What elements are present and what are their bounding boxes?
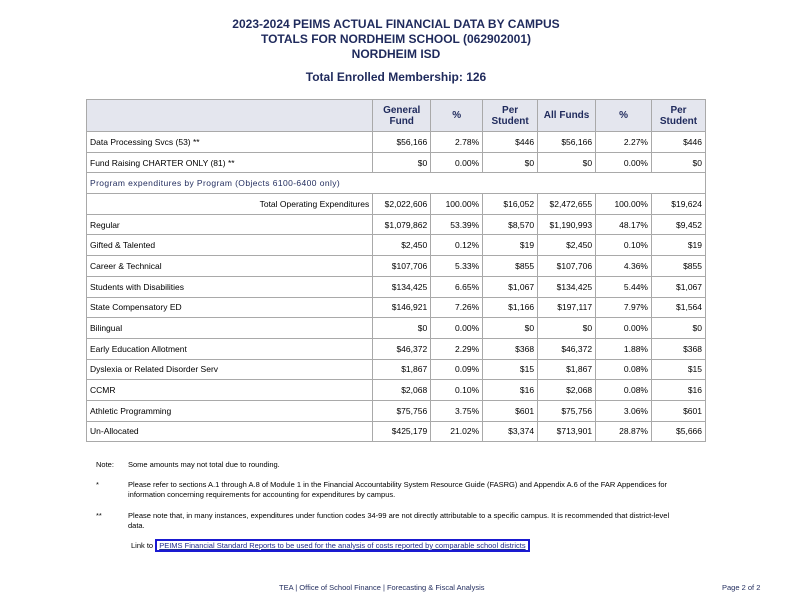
header-all-funds: All Funds	[538, 100, 596, 132]
table-row	[87, 214, 706, 235]
row-label: Early Education Allotment	[87, 338, 373, 359]
row-label: CCMR	[87, 380, 373, 401]
per-student-all-cell: $1,067	[652, 276, 706, 297]
total-per-student-all: $19,624	[652, 194, 706, 215]
row-label: Un-Allocated	[87, 421, 373, 442]
pct-all-cell: 1.88%	[596, 338, 652, 359]
per-student-general-cell: $8,570	[483, 214, 538, 235]
per-student-general-cell: $0	[483, 318, 538, 339]
per-student-all-cell: $601	[652, 400, 706, 421]
row-label: State Compensatory ED	[87, 297, 373, 318]
pct-all-cell: 0.08%	[596, 380, 652, 401]
all-funds-cell: $134,425	[538, 276, 596, 297]
header-pct-all: %	[596, 100, 652, 132]
note-mark: Note:	[96, 460, 114, 469]
link-row	[131, 541, 530, 551]
pct-all-cell: 28.87%	[596, 421, 652, 442]
per-student-general-cell: $446	[483, 132, 538, 153]
general-fund-cell: $46,372	[373, 338, 431, 359]
general-fund-cell: $0	[373, 318, 431, 339]
all-funds-cell: $56,166	[538, 132, 596, 153]
row-label: Data Processing Svcs (53) **	[87, 132, 373, 153]
per-student-general-cell: $855	[483, 256, 538, 277]
pct-general-cell: 3.75%	[431, 400, 483, 421]
table-row	[87, 152, 706, 173]
all-funds-cell: $1,190,993	[538, 214, 596, 235]
per-student-general-cell: $19	[483, 235, 538, 256]
all-funds-cell: $713,901	[538, 421, 596, 442]
per-student-general-cell: $0	[483, 152, 538, 173]
table-row	[87, 400, 706, 421]
per-student-all-cell: $9,452	[652, 214, 706, 235]
per-student-all-cell: $1,564	[652, 297, 706, 318]
per-student-general-cell: $1,067	[483, 276, 538, 297]
per-student-all-cell: $5,666	[652, 421, 706, 442]
note-text: Some amounts may not total due to rounding.	[128, 460, 280, 469]
double-star-text: Please note that, in many instances, expenditures under function codes 34-99 are not directly attributable to a specific campus. It is recommended that district-level data.	[128, 511, 670, 530]
per-student-all-cell: $19	[652, 235, 706, 256]
pct-all-cell: 3.06%	[596, 400, 652, 421]
header-row	[87, 100, 706, 132]
pct-general-cell: 21.02%	[431, 421, 483, 442]
row-label: Regular	[87, 214, 373, 235]
general-fund-cell: $1,867	[373, 359, 431, 380]
all-funds-cell: $2,068	[538, 380, 596, 401]
footer-office: TEA | Office of School Finance | Forecasting & Fiscal Analysis	[279, 583, 485, 592]
pct-general-cell: 0.10%	[431, 380, 483, 401]
pct-all-cell: 48.17%	[596, 214, 652, 235]
pct-all-cell: 0.00%	[596, 152, 652, 173]
title-line-3: NORDHEIM ISD	[351, 47, 441, 61]
per-student-all-cell: $15	[652, 359, 706, 380]
row-label: Dyslexia or Related Disorder Serv	[87, 359, 373, 380]
all-funds-cell: $0	[538, 152, 596, 173]
footer-page-number: Page 2 of 2	[722, 583, 761, 592]
table-row	[87, 380, 706, 401]
general-fund-cell: $134,425	[373, 276, 431, 297]
table-row	[87, 318, 706, 339]
pct-all-cell: 7.97%	[596, 297, 652, 318]
total-pct-general: 100.00%	[431, 194, 483, 215]
general-fund-cell: $1,079,862	[373, 214, 431, 235]
table-row	[87, 256, 706, 277]
pct-all-cell: 0.10%	[596, 235, 652, 256]
general-fund-cell: $0	[373, 152, 431, 173]
per-student-all-cell: $16	[652, 380, 706, 401]
per-student-all-cell: $368	[652, 338, 706, 359]
all-funds-cell: $197,117	[538, 297, 596, 318]
per-student-all-cell: $0	[652, 152, 706, 173]
pct-all-cell: 4.36%	[596, 256, 652, 277]
total-row	[87, 194, 706, 215]
table-row	[87, 421, 706, 442]
row-label: Students with Disabilities	[87, 276, 373, 297]
pct-general-cell: 0.00%	[431, 318, 483, 339]
pct-general-cell: 53.39%	[431, 214, 483, 235]
general-fund-cell: $425,179	[373, 421, 431, 442]
table-row	[87, 359, 706, 380]
pct-general-cell: 6.65%	[431, 276, 483, 297]
header-blank	[87, 100, 373, 132]
total-pct-all: 100.00%	[596, 194, 652, 215]
table-row	[87, 297, 706, 318]
pct-general-cell: 0.09%	[431, 359, 483, 380]
per-student-all-cell: $0	[652, 318, 706, 339]
all-funds-cell: $2,450	[538, 235, 596, 256]
row-label: Gifted & Talented	[87, 235, 373, 256]
all-funds-cell: $1,867	[538, 359, 596, 380]
general-fund-cell: $56,166	[373, 132, 431, 153]
per-student-general-cell: $16	[483, 380, 538, 401]
total-per-student-general: $16,052	[483, 194, 538, 215]
financial-table	[86, 99, 706, 442]
pct-general-cell: 5.33%	[431, 256, 483, 277]
header-general-fund: General Fund	[373, 100, 431, 132]
report-title	[0, 17, 792, 62]
pct-all-cell: 0.00%	[596, 318, 652, 339]
pct-general-cell: 7.26%	[431, 297, 483, 318]
general-fund-cell: $75,756	[373, 400, 431, 421]
per-student-general-cell: $15	[483, 359, 538, 380]
row-label: Athletic Programming	[87, 400, 373, 421]
general-fund-cell: $2,068	[373, 380, 431, 401]
enrolled-membership: Total Enrolled Membership: 126	[305, 70, 487, 84]
all-funds-cell: $0	[538, 318, 596, 339]
table-row	[87, 235, 706, 256]
per-student-all-cell: $446	[652, 132, 706, 153]
table-row	[87, 338, 706, 359]
row-label: Fund Raising CHARTER ONLY (81) **	[87, 152, 373, 173]
header-per-student-general: Per Student	[483, 100, 538, 132]
pct-general-cell: 0.12%	[431, 235, 483, 256]
total-label: Total Operating Expenditures	[87, 194, 373, 215]
peims-reports-link[interactable]: PEIMS Financial Standard Reports to be used for the analysis of costs reported by comparable school districts	[155, 539, 529, 552]
per-student-general-cell: $368	[483, 338, 538, 359]
header-pct-general: %	[431, 100, 483, 132]
star-mark: *	[96, 480, 99, 489]
pct-general-cell: 2.29%	[431, 338, 483, 359]
table-row	[87, 132, 706, 153]
pct-all-cell: 2.27%	[596, 132, 652, 153]
section-label: Program expenditures by Program (Objects 6100-6400 only)	[87, 173, 706, 194]
link-prefix: Link to	[131, 541, 154, 550]
row-label: Career & Technical	[87, 256, 373, 277]
pct-general-cell: 2.78%	[431, 132, 483, 153]
per-student-general-cell: $3,374	[483, 421, 538, 442]
all-funds-cell: $46,372	[538, 338, 596, 359]
total-general-fund: $2,022,606	[373, 194, 431, 215]
per-student-general-cell: $1,166	[483, 297, 538, 318]
table-row	[87, 276, 706, 297]
double-star-mark: **	[96, 511, 102, 520]
section-row	[87, 173, 706, 194]
total-all-funds: $2,472,655	[538, 194, 596, 215]
all-funds-cell: $75,756	[538, 400, 596, 421]
per-student-all-cell: $855	[652, 256, 706, 277]
general-fund-cell: $107,706	[373, 256, 431, 277]
title-line-1: 2023-2024 PEIMS ACTUAL FINANCIAL DATA BY CAMPUS	[232, 17, 560, 31]
general-fund-cell: $146,921	[373, 297, 431, 318]
header-per-student-all: Per Student	[652, 100, 706, 132]
general-fund-cell: $2,450	[373, 235, 431, 256]
pct-general-cell: 0.00%	[431, 152, 483, 173]
star-text: Please refer to sections A.1 through A.8 of Module 1 in the Financial Accountability System Resource Guide (FASRG) and Appendix A.6 of the FAR Appendices for information concerning requirements for accounting for expenditures by campus.	[128, 480, 668, 499]
row-label: Bilingual	[87, 318, 373, 339]
pct-all-cell: 5.44%	[596, 276, 652, 297]
title-line-2: TOTALS FOR NORDHEIM SCHOOL (062902001)	[260, 32, 532, 46]
pct-all-cell: 0.08%	[596, 359, 652, 380]
all-funds-cell: $107,706	[538, 256, 596, 277]
per-student-general-cell: $601	[483, 400, 538, 421]
